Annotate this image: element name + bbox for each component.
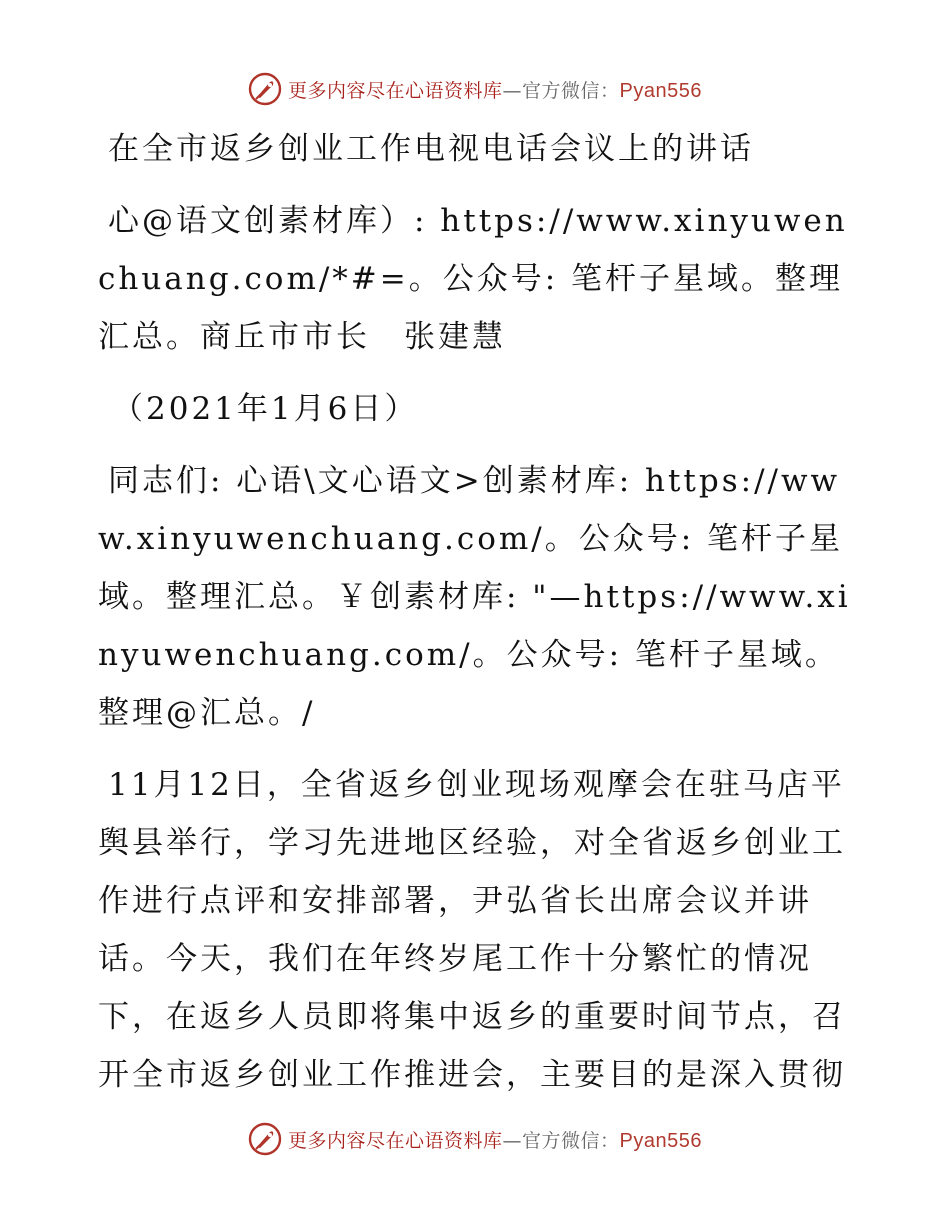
watermark-wechat-id: Pyan556: [619, 79, 702, 102]
watermark-dash: —: [502, 79, 523, 102]
watermark-header: [0, 72, 950, 106]
watermark-wechat-label: 官方微信：: [522, 79, 620, 102]
quill-pen-icon: [248, 72, 282, 106]
quill-pen-icon: [248, 1122, 282, 1156]
watermark-dash: —: [502, 1129, 523, 1152]
greeting-paragraph: 同志们: 心语\文心语文>创素材库: https://www.xinyuwenchuang.com/。公众号: 笔杆子星域。整理汇总。￥创素材库: "—https://www.xinyuwenchuang.com/。公众号: 笔杆子星域。整理@汇总。/: [98, 463, 851, 731]
watermark-footer: [0, 1122, 950, 1156]
body-paragraph: 11月12日，全省返乡创业现场观摩会在驻马店平舆县举行，学习先进地区经验，对全省返乡创业工作进行点评和安排部署，尹弘省长出席会议并讲话。今天，我们在年终岁尾工作十分繁忙的情况下，在返乡人员即将集中返乡的重要时间节点，召开全市返乡创业工作推进会，主要目的是深入贯彻: [98, 767, 846, 1093]
document-body: [98, 120, 858, 1104]
date-line: （2021年1月6日）: [112, 391, 419, 427]
watermark-text: [288, 76, 702, 103]
watermark-wechat-id: Pyan556: [619, 1129, 702, 1152]
source-line: 心@语文创素材库）: https://www.xinyuwenchuang.com/*#=。公众号: 笔杆子星域。整理汇总。商丘市市长 张建慧: [98, 203, 848, 355]
watermark-wechat-label: 官方微信：: [522, 1129, 620, 1152]
document-title: 在全市返乡创业工作电视电话会议上的讲话: [108, 131, 754, 167]
watermark-main-text: 更多内容尽在心语资料库: [288, 1129, 503, 1152]
watermark-main-text: 更多内容尽在心语资料库: [288, 79, 503, 102]
watermark-text: [288, 1126, 702, 1153]
